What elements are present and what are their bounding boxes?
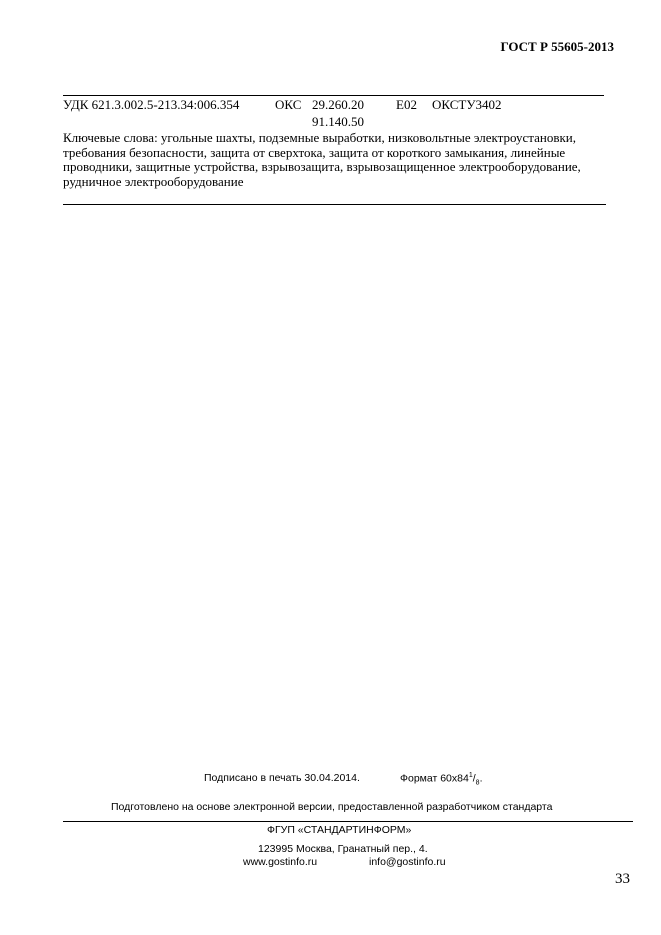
paper-format: Формат $60x84^1/_8$. <box>400 772 483 787</box>
top-divider <box>63 95 604 96</box>
publisher-name: ФГУП «СТАНДАРТИНФОРМ» <box>267 824 412 836</box>
keywords-paragraph: Ключевые слова: угольные шахты, подземные выработки, низковольтные электроустановки, требования безопасности, защита от сверхтока, защита от короткого замыкания, линейные проводники, защитные устройства, взрывозащита, взрывозащищенное электрооборудование, рудничное электрооборудование <box>63 130 581 189</box>
format-text: Формат 60x84 <box>400 772 469 785</box>
udk-code: УДК 621.3.002.5-213.34:006.354 <box>63 97 240 112</box>
prepared-note: Подготовлено на основе электронной версии, предоставленной разработчиком стандарта <box>111 801 553 813</box>
format-suffix: . <box>479 772 483 785</box>
oks-code-2: 91.140.50 <box>312 114 364 129</box>
okstu-code: ОКСТУ3402 <box>432 97 502 112</box>
oks-label: ОКС <box>275 97 302 112</box>
format-sup: 1 <box>468 772 473 779</box>
publisher-address: 123995 Москва, Гранатный пер., 4. <box>258 843 428 855</box>
signed-date: Подписано в печать 30.04.2014. <box>204 772 360 784</box>
format-sub: 8 <box>475 779 480 787</box>
page-number: 33 <box>615 871 630 887</box>
publisher-email: info@gostinfo.ru <box>369 856 446 868</box>
code-e: Е02 <box>396 97 417 112</box>
publisher-website: www.gostinfo.ru <box>243 856 318 868</box>
bottom-divider <box>63 204 606 205</box>
oks-code-1: 29.260.20 <box>312 97 364 112</box>
standard-code-header: ГОСТ Р 55605-2013 <box>500 39 614 54</box>
footer-divider <box>63 821 633 822</box>
